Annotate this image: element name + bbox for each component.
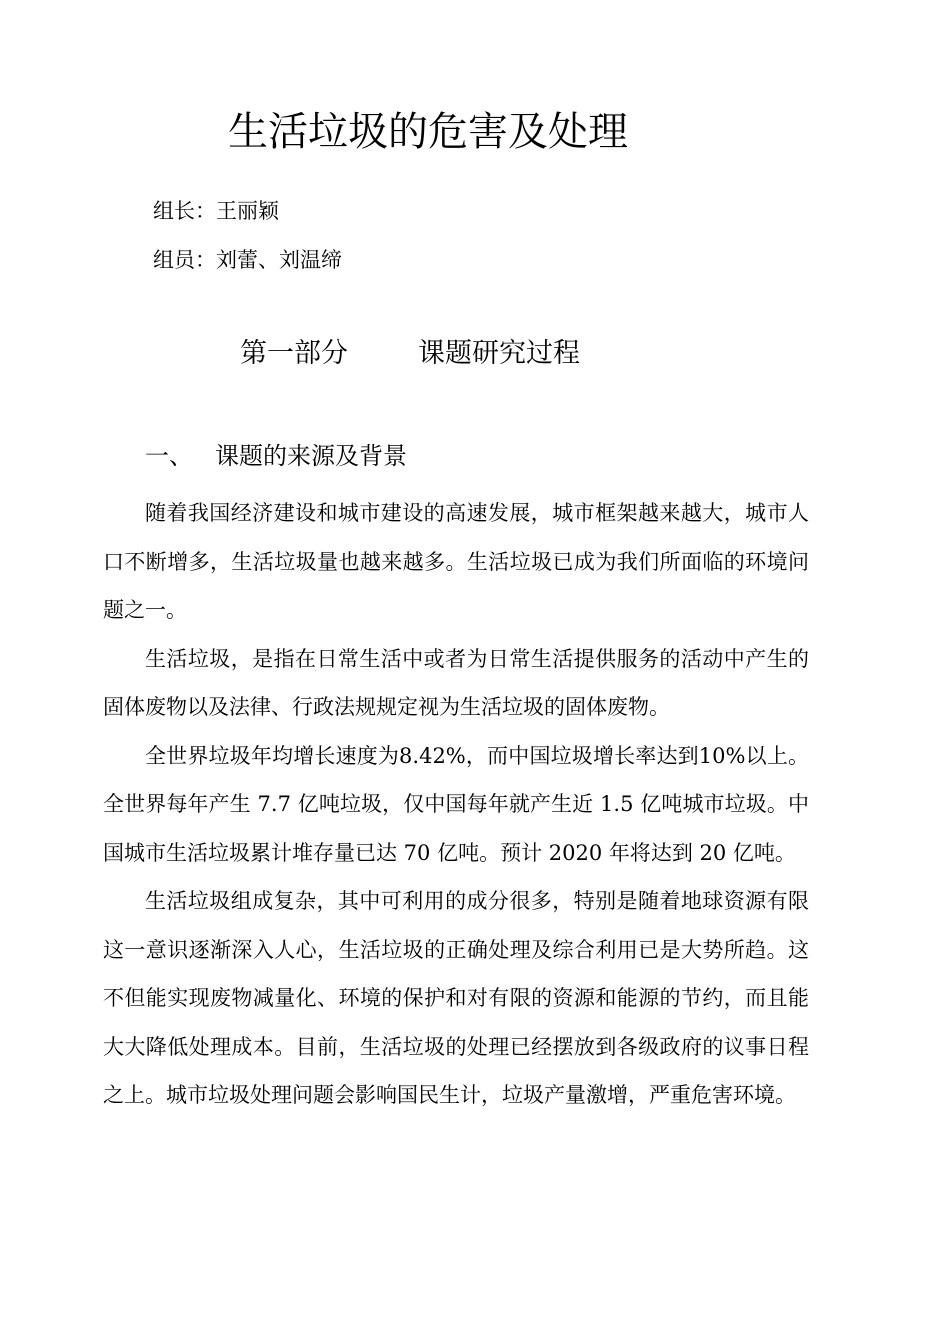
part-name: 课题研究过程 [418,338,580,369]
document-title: 生活垃圾的危害及处理 [228,109,628,155]
group-leader: 组长：王丽颖 [153,199,279,223]
paragraph-definition: 生活垃圾，是指在日常生活中或者为日常生活提供服务的活动中产生的固体废物以及法律、行政法规规定视为生活垃圾的固体废物。 [103,646,809,719]
section-number: 一、 [145,442,193,470]
section-name: 课题的来源及背景 [215,442,407,470]
part-number: 第一部分 [240,338,348,369]
body-text [103,489,809,1120]
part-heading [240,334,580,374]
paragraph-statistics: 全世界垃圾年均增长速度为8.42%，而中国垃圾增长率达到10%以上。全世界每年产生 7.7 亿吨垃圾，仅中国每年就产生近 1.5 亿吨城市垃圾。中国城市生活垃圾累计堆存量已达 70 亿吨。预计 2020 年将达到 20 亿吨。 [103,743,809,865]
section-heading [145,438,407,474]
paragraph-background: 随着我国经济建设和城市建设的高速发展，城市框架越来越大，城市人口不断增多，生活垃圾量也越来越多。生活垃圾已成为我们所面临的环境问题之一。 [103,501,809,622]
group-members: 组员：刘蕾、刘温缔 [153,248,342,272]
paragraph-significance: 生活垃圾组成复杂，其中可利用的成分很多，特别是随着地球资源有限这一意识逐渐深入人心，生活垃圾的正确处理及综合利用已是大势所趋。这不但能实现废物减量化、环境的保护和对有限的资源和能源的节约，而且能大大降低处理成本。目前，生活垃圾的处理已经摆放到各级政府的议事日程之上。城市垃圾处理问题会影响国民生计，垃圾产量激增，严重危害环境。 [103,889,809,1107]
